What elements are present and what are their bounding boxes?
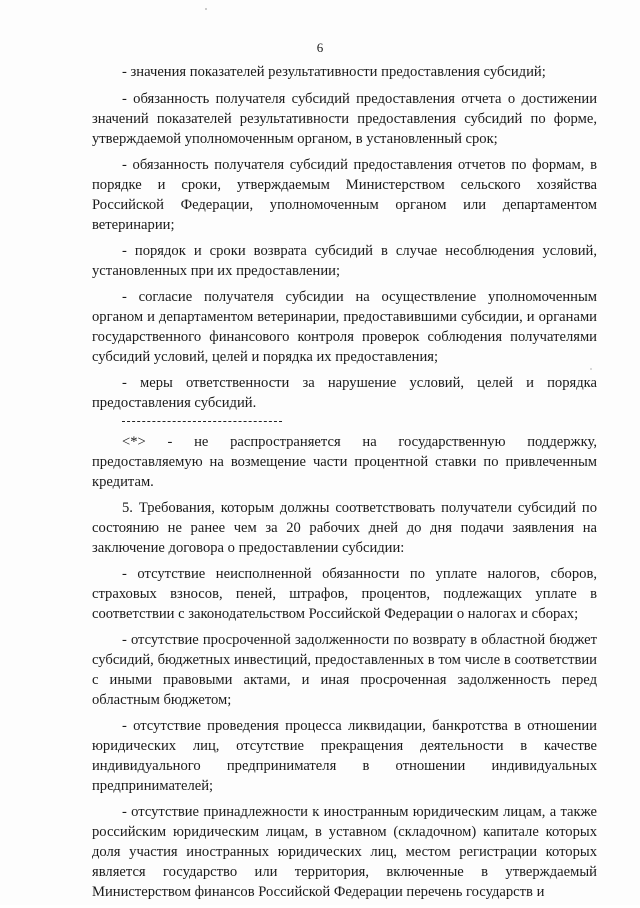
requirement-item: - отсутствие проведения процесса ликвидации, банкротства в отношении юридических лиц, отсутствие прекращения деятельности в качестве индивидуального предпринимателя в отношении индивидуальных предпринимателей; [92,718,597,794]
page-number: 6 [316,40,324,55]
paragraph: - меры ответственности за нарушение условий, целей и порядка предоставления субсидий. [92,375,597,411]
paragraph: - порядок и сроки возврата субсидий в случае несоблюдения условий, установленных при их предоставлении; [92,243,597,279]
requirement-item: - отсутствие неисполненной обязанности по уплате налогов, сборов, страховых взносов, пеней, штрафов, процентов, подлежащих уплате в соответствии с законодательством Российской Федерации о налогах и сборах; [92,566,597,622]
requirement-item: - отсутствие принадлежности к иностранным юридическим лицам, а также российским юридическим лицам, в уставном (складочном) капитале которых доля участия иностранных юридических лиц, местом регистрации которых является государство или территория, включенные в утверждаемый Министерством финансов Российской Федерации перечень государств и [92,804,597,900]
paragraph: - значения показателей результативности предоставления субсидий; [122,64,546,80]
paragraph: - обязанность получателя субсидий предоставления отчета о достижении значений показателей результативности предоставления субсидий по форме, утверждаемой уполномоченным органом, в установленный срок; [92,91,597,147]
section-5-intro: 5. Требования, которым должны соответствовать получатели субсидий по состоянию не ранее чем за 20 рабочих дней до дня подачи заявления на заключение договора о предоставлении субсидии: [92,500,597,556]
footnote: <*> - не распространяется на государственную поддержку, предоставляемую на возмещение части процентной ставки по привлеченным кредитам. [92,434,597,490]
document-body [92,62,597,908]
scan-speck [205,8,207,10]
requirement-item: - отсутствие просроченной задолженности по возврату в областной бюджет субсидий, бюджетных инвестиций, предоставленных в том числе в соответствии с иными правовыми актами, и иная просроченная задолженность перед областным бюджетом; [92,632,597,708]
paragraph: - согласие получателя субсидии на осуществление уполномоченным органом и департаментом ветеринарии, предоставившими субсидии, и органами государственного финансового контроля проверок соблюдения получателями субсидий условий, целей и порядка их предоставления; [92,289,597,365]
paragraph: - обязанность получателя субсидий предоставления отчетов по формам, в порядке и сроки, утверждаемым Министерством сельского хозяйства Российской Федерации, уполномоченным органом или департаментом ветеринарии; [92,157,597,233]
footnote-separator [122,421,282,422]
